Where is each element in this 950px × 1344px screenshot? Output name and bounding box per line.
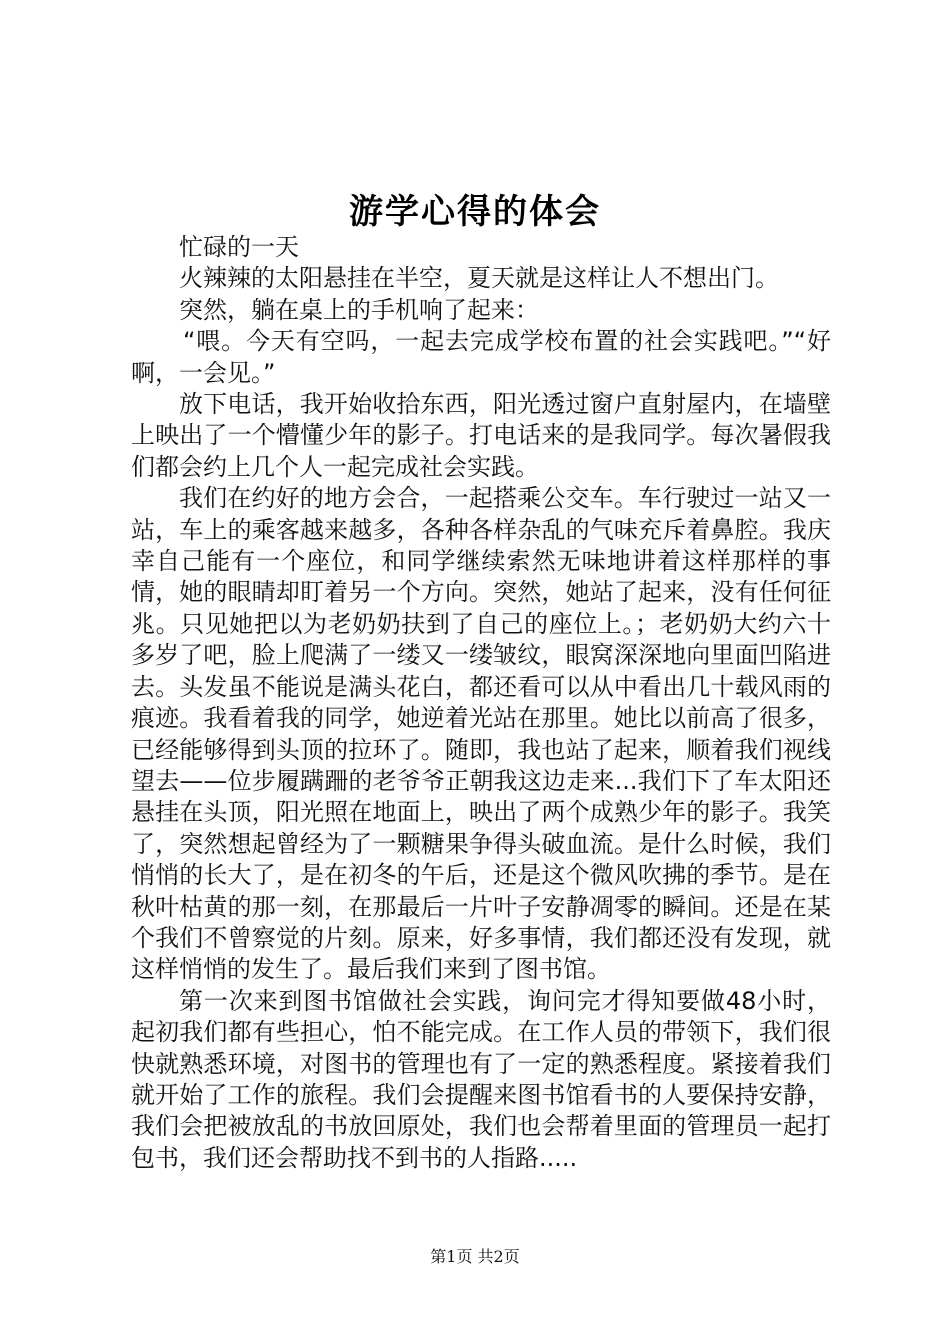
paragraph-dialogue: “喂。今天有空吗，一起去完成学校布置的社会实践吧。”“好啊，一会见。” (131, 327, 831, 387)
paragraph: 火辣辣的太阳悬挂在半空，夏天就是这样让人不想出门。 (179, 264, 779, 293)
paragraph: 放下电话，我开始收拾东西，阳光透过窗户直射屋内，在墙壁上映出了一个懵懂少年的影子。打电话来的是我同学。每次暑假我们都会约上几个人一起完成社会实践。 (131, 390, 831, 481)
page-footer: 第1页 共2页 (430, 1247, 520, 1266)
document-body (131, 232, 831, 1174)
paragraph: 突然，躺在桌上的手机响了起来： (179, 295, 539, 324)
paragraph-subtitle: 忙碌的一天 (179, 233, 299, 261)
document-title: 游学心得的体会 (349, 192, 601, 232)
paragraph: 我们在约好的地方会合，一起搭乘公交车。车行驶过一站又一站，车上的乘客越来越多，各种各样杂乱的气味充斥着鼻腔。我庆幸自己能有一个座位，和同学继续索然无味地讲着这样那样的事情，她的眼睛却盯着另一个方向。突然，她站了起来，没有任何征兆。只见她把以为老奶奶扶到了自己的座位上。；老奶奶大约六十多岁了吧，脸上爬满了一缕又一缕皱纹，眼窝深深地向里面凹陷进去。头发虽不能说是满头花白，都还看可以从中看出几十载风雨的痕迹。我看着我的同学，她逆着光站在那里。她比以前高了很多，已经能够得到头顶的拉环了。随即，我也站了起来，顺着我们视线望去——位步履蹒跚的老爷爷正朝我这边走来...我们下了车太阳还悬挂在头顶，阳光照在地面上，映出了两个成熟少年的影子。我笑了，突然想起曾经为了一颗糖果争得头破血流。是什么时候，我们悄悄的长大了，是在初冬的午后，还是这个微风吹拂的季节。是在秋叶枯黄的那一刻，在那最后一片叶子安静凋零的瞬间。还是在某个我们不曾察觉的片刻。原来，好多事情，我们都还没有发现，就这样悄悄的发生了。最后我们来到了图书馆。 (131, 484, 831, 984)
paragraph: 第一次来到图书馆做社会实践，询问完才得知要做48小时，起初我们都有些担心，怕不能完成。在工作人员的带领下，我们很快就熟悉环境，对图书的管理也有了一定的熟悉程度。紧接着我们就开始了工作的旅程。我们会提醒来图书馆看书的人要保持安静，我们会把被放乱的书放回原处，我们也会帮着里面的管理员一起打包书，我们还会帮助找不到书的人指路..... (131, 986, 831, 1172)
